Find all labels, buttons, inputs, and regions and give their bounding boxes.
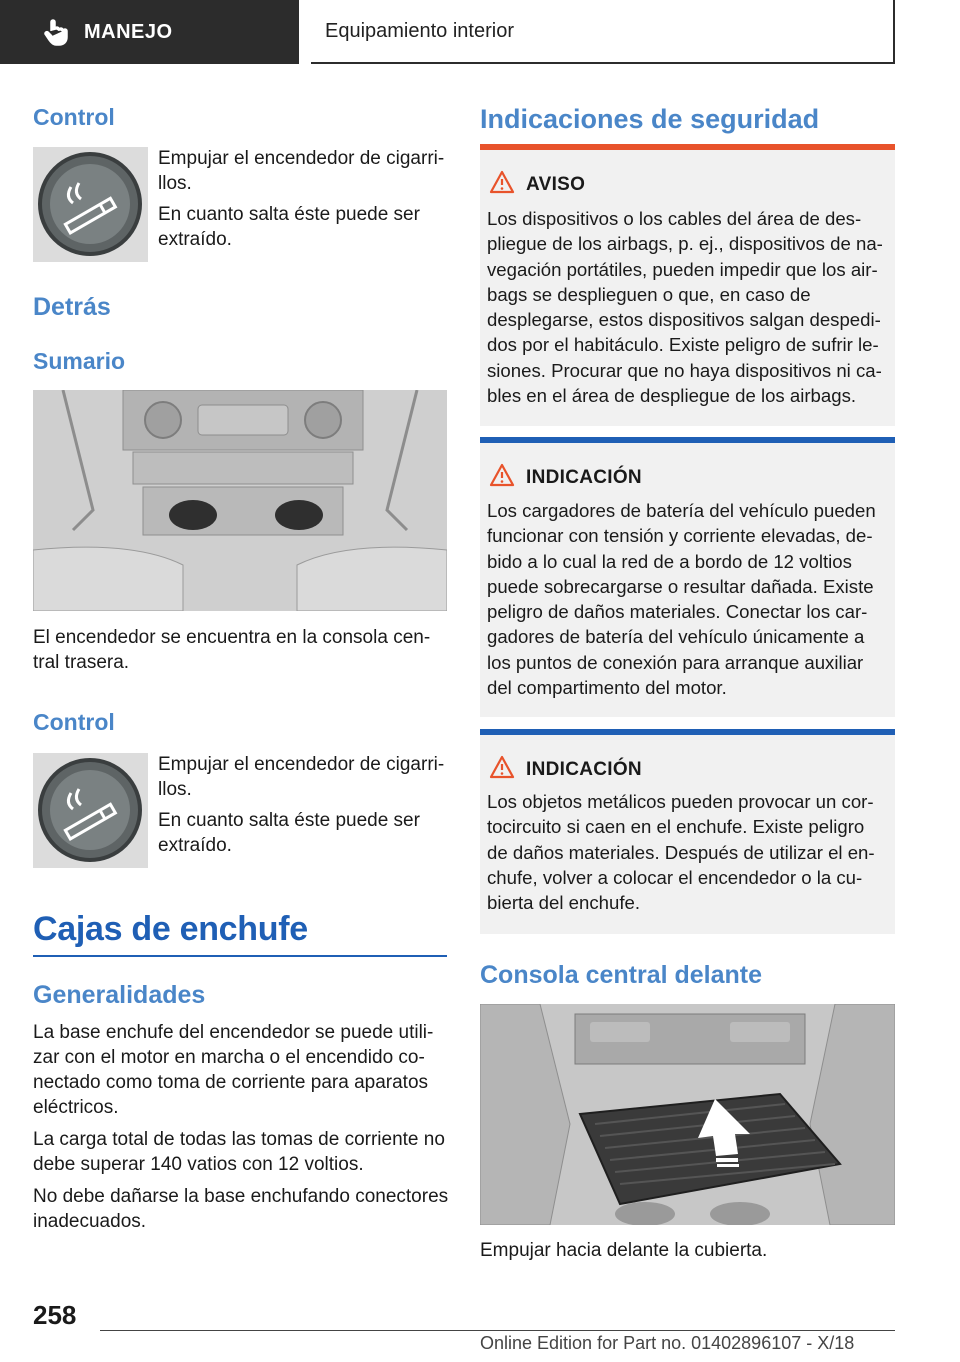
aviso-text: Los dispositivos o los cables del área de des- pliegue de los airbags, p. ej., dispositivos de na- vegación portátiles, pueden impedir que los air- bags se desplieguen o que, en caso de desplegarse, estos dispositivos salgan despedi- dos por el habitáculo. Existe peligro de sufrir le- siones. Procurar que no haya dispositivos ni ca- bles en el área de despliegue de los airbags.	[487, 208, 883, 407]
warning-triangle-icon	[489, 170, 515, 194]
sumario-caption: El encendedor se encuentra en la consola cen- tral trasera.	[33, 627, 431, 673]
control2-text2: En cuanto salta éste puede ser extraído.	[158, 810, 420, 856]
cigarette-lighter-image-1	[33, 147, 148, 262]
cigarette-lighter-icon	[33, 753, 148, 868]
warning-bar	[480, 144, 895, 150]
control-heading-2: Control	[33, 709, 115, 735]
indicacion2-title: INDICACIÓN	[526, 759, 642, 780]
indicacion2-text: Los objetos metálicos pueden provocar un cor- tocircuito si caen en el enchufe. Existe peligro de daños materiales. Después de utilizar el en- chufe, volver a colocar el encendedor o la cu- bierta del enchufe.	[487, 791, 875, 914]
page-number: 258	[33, 1300, 77, 1330]
warning-triangle-icon	[489, 463, 515, 487]
detras-heading: Detrás	[33, 293, 111, 321]
indicacion-box-2	[480, 729, 895, 934]
footer-rule	[100, 1330, 895, 1331]
gen-paragraph-2: La carga total de todas las tomas de corriente no debe superar 140 vatios con 12 voltios.	[33, 1129, 445, 1175]
sumario-heading: Sumario	[33, 348, 126, 374]
cajas-heading: Cajas de enchufe	[33, 910, 308, 948]
section-label: MANEJO	[84, 20, 173, 43]
front-console-image	[480, 1004, 895, 1225]
consola-caption: Empujar hacia delante la cubierta.	[480, 1240, 768, 1261]
chapter-title: Equipamiento interior	[311, 0, 895, 64]
aviso-box	[480, 144, 895, 426]
control-heading-1: Control	[33, 104, 115, 130]
gen-paragraph-1: La base enchufe del encendedor se puede utili- zar con el motor en marcha o el encendido co- nectado como toma de corriente para aparatos eléctricos.	[33, 1022, 434, 1118]
aviso-title: AVISO	[526, 174, 586, 195]
control2-text1: Empujar el encendedor de cigarri- llos.	[158, 754, 445, 800]
seguridad-heading: Indicaciones de seguridad	[480, 104, 820, 134]
rear-console-image	[33, 390, 447, 611]
consola-heading: Consola central delante	[480, 961, 763, 989]
gen-paragraph-3: No debe dañarse la base enchufando conectores inadecuados.	[33, 1186, 449, 1232]
section-tab	[0, 0, 299, 64]
indicacion1-title: INDICACIÓN	[526, 467, 642, 488]
cigarette-lighter-image-2	[33, 753, 148, 868]
note-bar	[480, 437, 895, 443]
cigarette-lighter-icon	[33, 147, 148, 262]
control1-text2: En cuanto salta éste puede ser extraído.	[158, 204, 420, 250]
control1-text1: Empujar el encendedor de cigarri- llos.	[158, 148, 445, 194]
section-rule	[33, 955, 447, 957]
note-bar	[480, 729, 895, 735]
indicacion1-text: Los cargadores de batería del vehículo pueden funcionar con tensión y corriente elevadas, de- bido a lo cual la red de a bordo de 12 voltios puede sobrecargarse o resultar dañada. Existe peligro de daños materiales. Conectar los car- gadores de batería del vehículo únicamente a los puntos de conexión para arranque auxiliar del compartimento del motor.	[487, 500, 876, 699]
warning-triangle-icon	[489, 755, 515, 779]
edition-text: Online Edition for Part no. 01402896107 - X/18	[480, 1333, 855, 1353]
indicacion-box-1	[480, 437, 895, 717]
hand-pointer-icon	[34, 10, 78, 54]
generalidades-heading: Generalidades	[33, 981, 206, 1009]
